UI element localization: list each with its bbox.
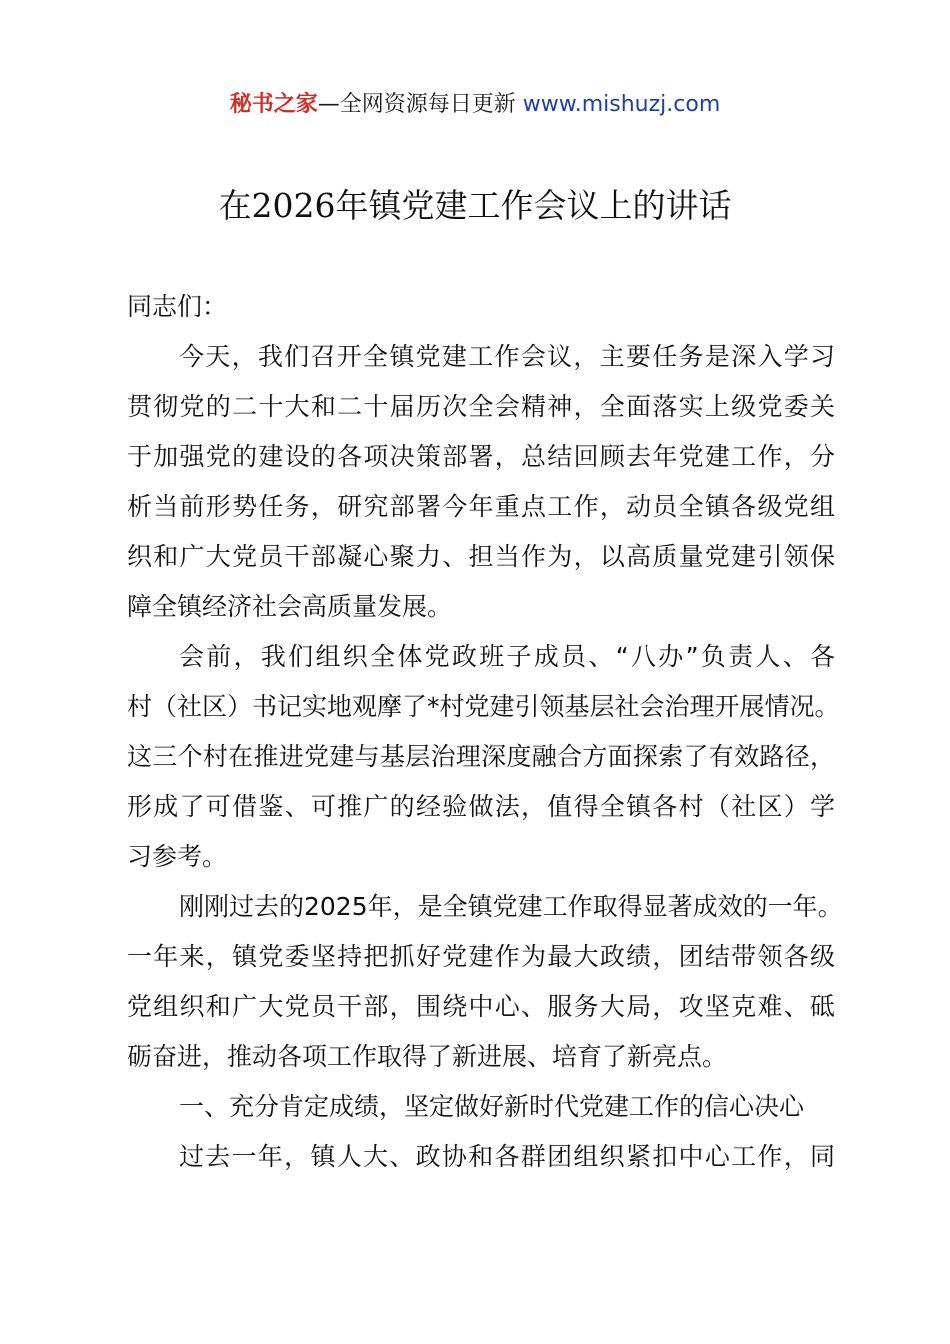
paragraph-line: 一年来，镇党委坚持把抓好党建作为最大政绩，团结带领各级	[127, 942, 835, 971]
paragraph-line: 党组织和广大党员干部，围绕中心、服务大局，攻坚克难、砥	[127, 992, 835, 1021]
paragraph-line: 刚刚过去的2025年，是全镇党建工作取得显著成效的一年。	[179, 892, 843, 921]
salutation: 同志们：	[127, 292, 228, 321]
banner-tagline: —全网资源每日更新	[317, 92, 523, 117]
brand-name: 秘书之家	[229, 92, 318, 117]
site-banner	[0, 88, 950, 122]
document-title: 在2026年镇党建工作会议上的讲话	[218, 186, 732, 225]
section-heading: 一、充分肯定成绩，坚定做好新时代党建工作的信心决心	[179, 1092, 805, 1121]
paragraph-line: 贯彻党的二十大和二十届历次全会精神，全面落实上级党委关	[127, 392, 835, 421]
paragraph-line: 这三个村在推进党建与基层治理深度融合方面探索了有效路径，	[127, 742, 835, 771]
site-url-link[interactable]: www.mishuzj.com	[522, 92, 721, 117]
paragraph-line: 砺奋进，推动各项工作取得了新进展、培育了新亮点。	[127, 1042, 728, 1071]
paragraph-line: 织和广大党员干部凝心聚力、担当作为，以高质量党建引领保	[127, 542, 835, 571]
paragraph-line: 习参考。	[127, 842, 228, 871]
paragraph-line: 会前，我们组织全体党政班子成员、“八办”负责人、各	[179, 642, 835, 671]
document-body	[127, 282, 843, 1182]
paragraph-line: 形成了可借鉴、可推广的经验做法，值得全镇各村（社区）学	[127, 792, 835, 821]
paragraph-line: 障全镇经济社会高质量发展。	[127, 592, 453, 621]
paragraph-line: 析当前形势任务，研究部署今年重点工作，动员全镇各级党组	[127, 492, 835, 521]
paragraph-line: 村（社区）书记实地观摩了*村党建引领基层社会治理开展情况。	[127, 692, 840, 721]
paragraph-line: 过去一年，镇人大、政协和各群团组织紧扣中心工作，同	[179, 1142, 835, 1171]
paragraph-line: 于加强党的建设的各项决策部署，总结回顾去年党建工作，分	[127, 442, 835, 471]
paragraph-line: 今天，我们召开全镇党建工作会议，主要任务是深入学习	[179, 342, 835, 371]
